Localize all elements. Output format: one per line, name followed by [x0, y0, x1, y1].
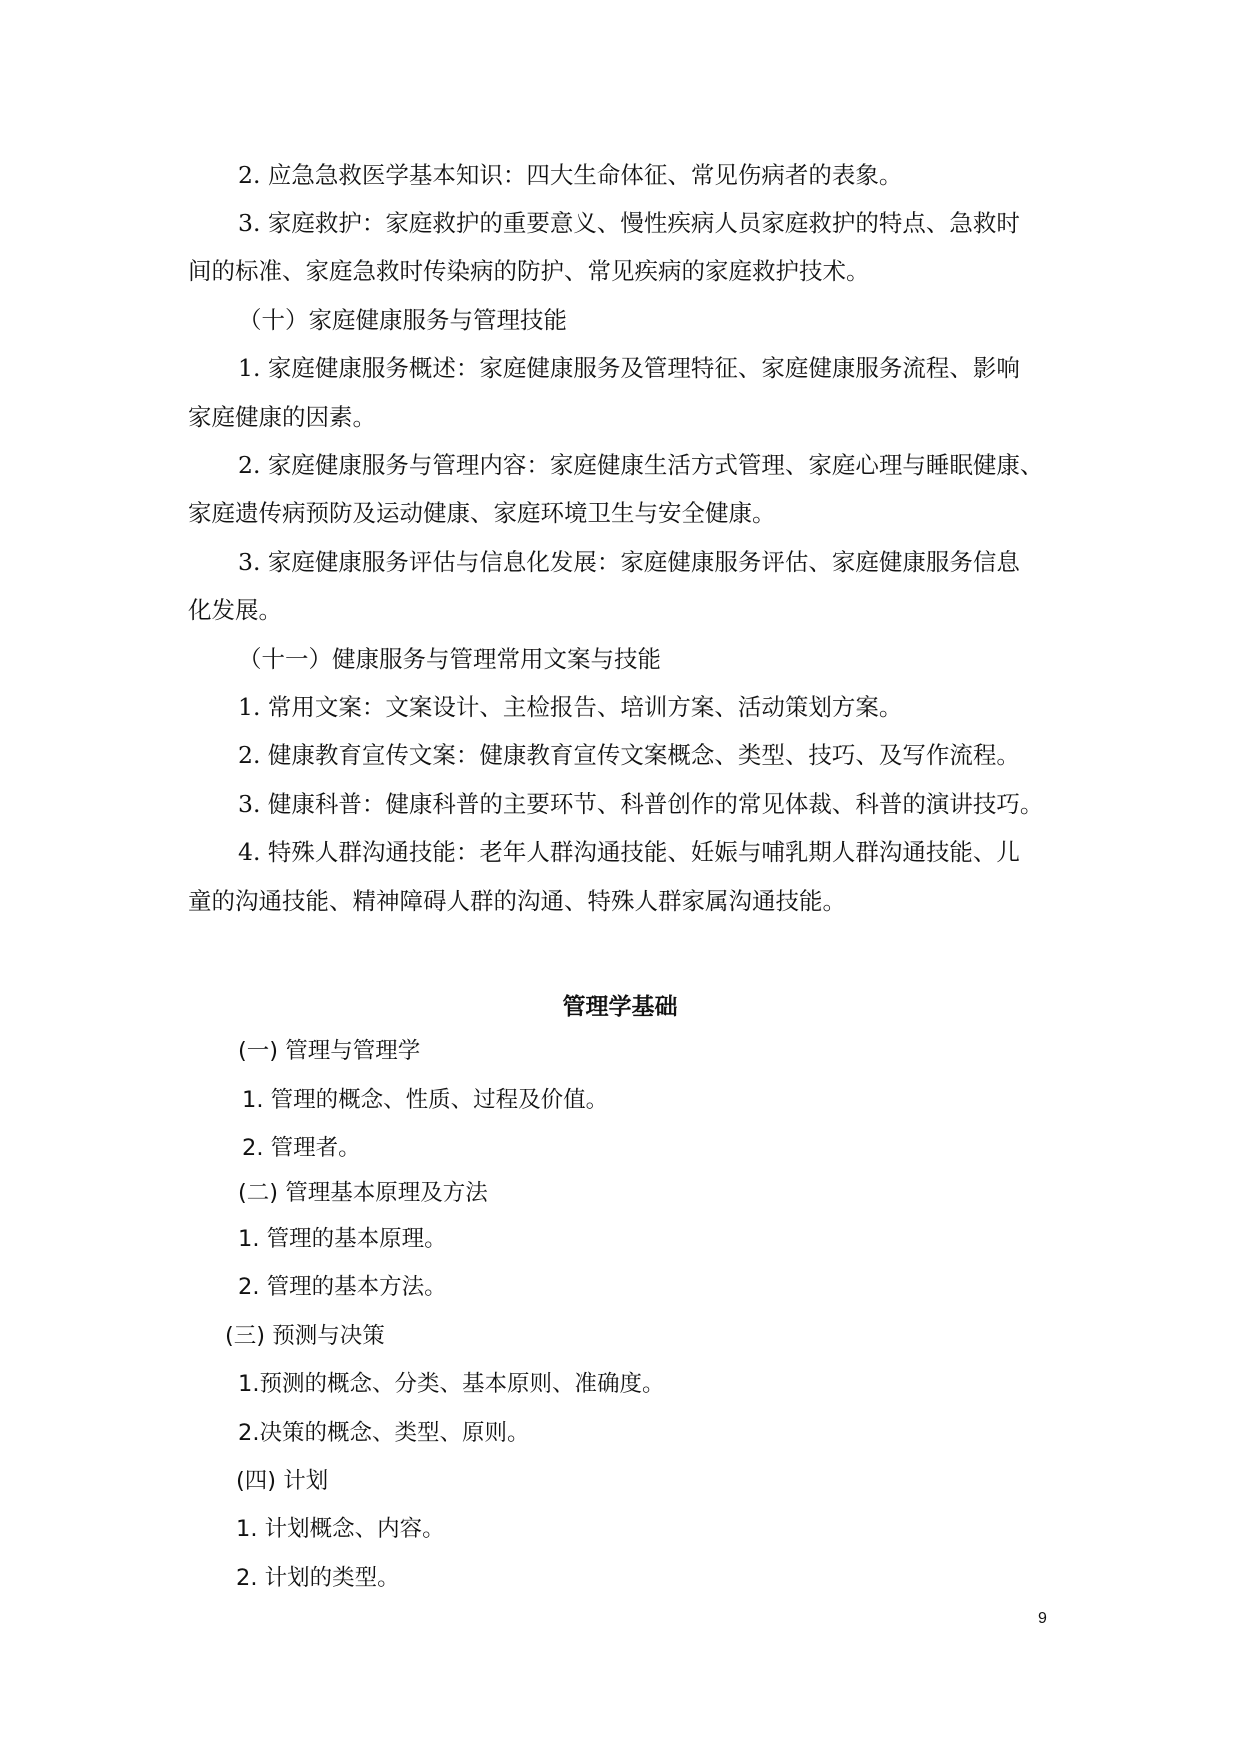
- outline-heading: (一) 管理与管理学: [238, 1038, 421, 1064]
- outline-item: 2. 管理的基本方法。: [238, 1274, 447, 1300]
- page-number: 9: [1038, 1610, 1047, 1627]
- paragraph-line: 1. 常用文案：文案设计、主检报告、培训方案、活动策划方案。: [238, 693, 903, 721]
- paragraph-line: 3. 健康科普：健康科普的主要环节、科普创作的常见体裁、科普的演讲技巧。: [238, 790, 1044, 818]
- paragraph-line: 家庭健康的因素。: [188, 403, 376, 431]
- paragraph-line: 3. 家庭救护：家庭救护的重要意义、慢性疾病人员家庭救护的特点、急救时: [238, 209, 1020, 237]
- paragraph-line: 3. 家庭健康服务评估与信息化发展：家庭健康服务评估、家庭健康服务信息: [238, 548, 1020, 576]
- outline-item: 2. 管理者。: [242, 1135, 361, 1161]
- paragraph-line: 家庭遗传病预防及运动健康、家庭环境卫生与安全健康。: [188, 499, 776, 527]
- paragraph-line: 童的沟通技能、精神障碍人群的沟通、特殊人群家属沟通技能。: [188, 887, 846, 915]
- subsection-heading: （十）家庭健康服务与管理技能: [238, 306, 567, 334]
- outline-item: 1. 计划概念、内容。: [236, 1516, 445, 1542]
- outline-item: 1. 管理的概念、性质、过程及价值。: [242, 1087, 609, 1113]
- paragraph-line: 1. 家庭健康服务概述：家庭健康服务及管理特征、家庭健康服务流程、影响: [238, 354, 1020, 382]
- paragraph-line: 4. 特殊人群沟通技能：老年人群沟通技能、妊娠与哺乳期人群沟通技能、儿: [238, 838, 1020, 866]
- outline-item: 1. 管理的基本原理。: [238, 1226, 447, 1252]
- outline-heading: (二) 管理基本原理及方法: [238, 1180, 488, 1206]
- subsection-heading: （十一）健康服务与管理常用文案与技能: [238, 645, 661, 673]
- paragraph-line: 2. 家庭健康服务与管理内容：家庭健康生活方式管理、家庭心理与睡眠健康、: [238, 451, 1044, 479]
- outline-item: 2. 计划的类型。: [236, 1565, 400, 1591]
- outline-heading: (四) 计划: [236, 1468, 329, 1494]
- paragraph-line: 2. 健康教育宣传文案：健康教育宣传文案概念、类型、技巧、及写作流程。: [238, 741, 1020, 769]
- section-title: 管理学基础: [562, 994, 678, 1020]
- paragraph-line: 2. 应急急救医学基本知识：四大生命体征、常见伤病者的表象。: [238, 161, 903, 189]
- outline-heading: (三) 预测与决策: [225, 1323, 385, 1349]
- paragraph-line: 间的标准、家庭急救时传染病的防护、常见疾病的家庭救护技术。: [188, 257, 870, 285]
- paragraph-line: 化发展。: [188, 596, 282, 624]
- outline-item: 1.预测的概念、分类、基本原则、准确度。: [238, 1371, 665, 1397]
- outline-item: 2.决策的概念、类型、原则。: [238, 1420, 530, 1446]
